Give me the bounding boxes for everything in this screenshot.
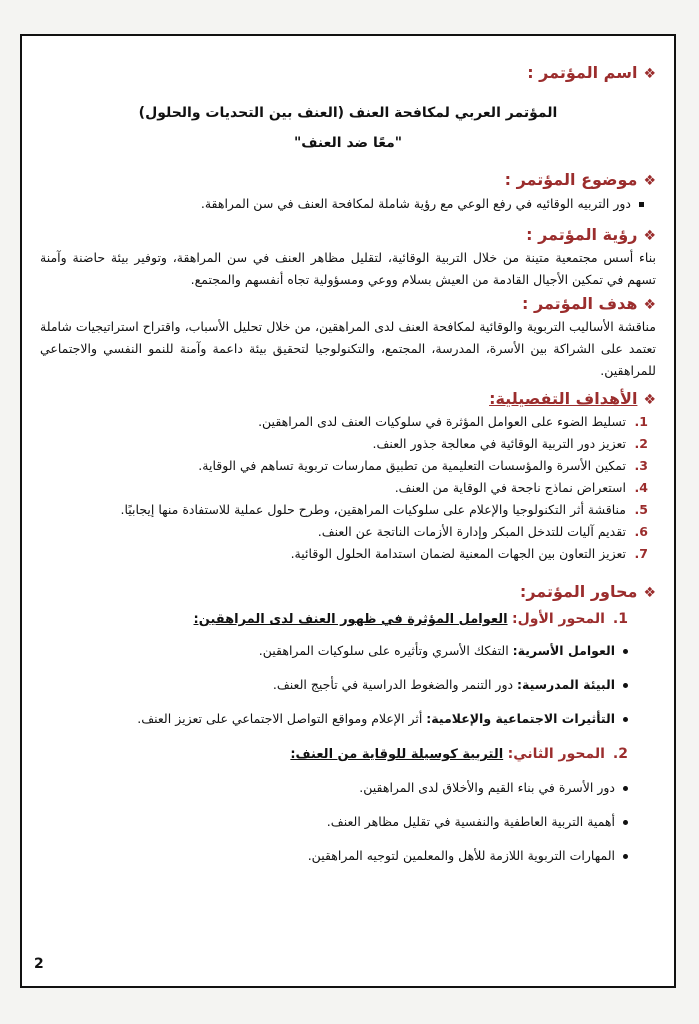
axis-2-title: 2.المحور الثاني: التربية كوسيلة للوقاية من العنف: — [290, 746, 628, 762]
diamond-bullet-icon: ❖ — [643, 297, 656, 313]
list-item: التأثيرات الاجتماعية والإعلامية: أثر الإعلام ومواقع التواصل الاجتماعي على تعزيز العنف. — [40, 709, 628, 729]
bullet-dot-icon — [623, 854, 628, 859]
list-item: دور الأسرة في بناء القيم والأخلاق لدى المراهقين. — [40, 778, 628, 798]
detailed-goals-list — [40, 411, 648, 565]
bullet-dot-icon — [623, 683, 628, 688]
conference-motto: "معًا ضد العنف" — [293, 135, 403, 151]
diamond-bullet-icon: ❖ — [643, 173, 656, 189]
list-item: أهمية التربية العاطفية والنفسية في تقليل مظاهر العنف. — [40, 812, 628, 832]
conference-title: المؤتمر العربي لمكافحة العنف (العنف بين التحديات والحلول) — [138, 105, 558, 121]
diamond-bullet-icon: ❖ — [643, 585, 656, 601]
list-item: 7. تعزيز التعاون بين الجهات المعنية لضمان استدامة الحلول الوقائية. — [290, 546, 648, 561]
conference-name-heading: ❖اسم المؤتمر : — [527, 63, 656, 82]
goal-text: مناقشة الأساليب التربوية والوقائية لمكافحة العنف لدى المراهقين، من خلال تحليل الأسباب، واقتراح استراتيجيات شاملة تعتمد على الشراكة بين الأسرة، المدرسة، المجتمع، والتكنولوجيا لتحقيق بيئة داعمة وآمنة للنمو النفسي والاجتماعي للمراهقين. — [40, 319, 656, 378]
list-item: 2. تعزيز دور التربية الوقائية في معالجة جذور العنف. — [372, 436, 648, 451]
document-page — [20, 34, 676, 988]
list-item: 1. تسليط الضوء على العوامل المؤثرة في سلوكيات العنف لدى المراهقين. — [258, 414, 648, 429]
list-item: 5. مناقشة أثر التكنولوجيا والإعلام على سلوكيات المراهقين، وطرح حلول عملية للاستفادة منها إيجابيًا. — [120, 502, 648, 517]
list-item: 4. استعراض نماذج ناجحة في الوقاية من العنف. — [394, 480, 648, 495]
diamond-bullet-icon: ❖ — [643, 228, 656, 244]
page-content — [40, 58, 656, 866]
bullet-dot-icon — [623, 649, 628, 654]
bullet-dot-icon — [623, 717, 628, 722]
list-item: 3. تمكين الأسرة والمؤسسات التعليمية من تطبيق ممارسات تربوية تساهم في الوقاية. — [198, 458, 648, 473]
list-item: العوامل الأسرية: التفكك الأسري وتأثيره على سلوكيات المراهقين. — [40, 641, 628, 661]
topic-heading: ❖موضوع المؤتمر : — [504, 170, 656, 189]
bullet-dot-icon — [623, 786, 628, 791]
list-item: 6. تقديم آليات للتدخل المبكر وإدارة الأزمات الناتجة عن العنف. — [317, 524, 648, 539]
vision-heading: ❖رؤية المؤتمر : — [526, 225, 656, 244]
axes-heading: ❖محاور المؤتمر: — [519, 582, 656, 601]
list-item: المهارات التربوية اللازمة للأهل والمعلمين لتوجيه المراهقين. — [40, 846, 628, 866]
detailed-goals-heading: ❖الأهداف التفصيلية: — [489, 389, 656, 408]
goal-heading: ❖هدف المؤتمر : — [522, 294, 656, 313]
square-bullet-icon — [639, 202, 644, 207]
list-item: البيئة المدرسية: دور التنمر والضغوط الدراسية في تأجيج العنف. — [40, 675, 628, 695]
vision-text: بناء أسس مجتمعية متينة من خلال التربية الوقائية، لتقليل مظاهر العنف في سن المراهقة، وتوفير بيئة حاضنة وآمنة تسهم في تمكين الأجيال القادمة من العيش بسلام ووعي ومسؤولية تجاه أنفسهم والمجتمع. — [40, 250, 656, 287]
bullet-dot-icon — [623, 820, 628, 825]
diamond-bullet-icon: ❖ — [643, 66, 656, 82]
page-number: 2 — [34, 956, 44, 972]
axis-1-title: 1.المحور الأول: العوامل المؤثرة في ظهور العنف لدى المراهقين: — [193, 611, 628, 627]
diamond-bullet-icon: ❖ — [643, 392, 656, 408]
topic-item: دور التربيه الوقائيه في رفع الوعي مع رؤية شاملة لمكافحة العنف في سن المراهقة. — [40, 194, 656, 214]
